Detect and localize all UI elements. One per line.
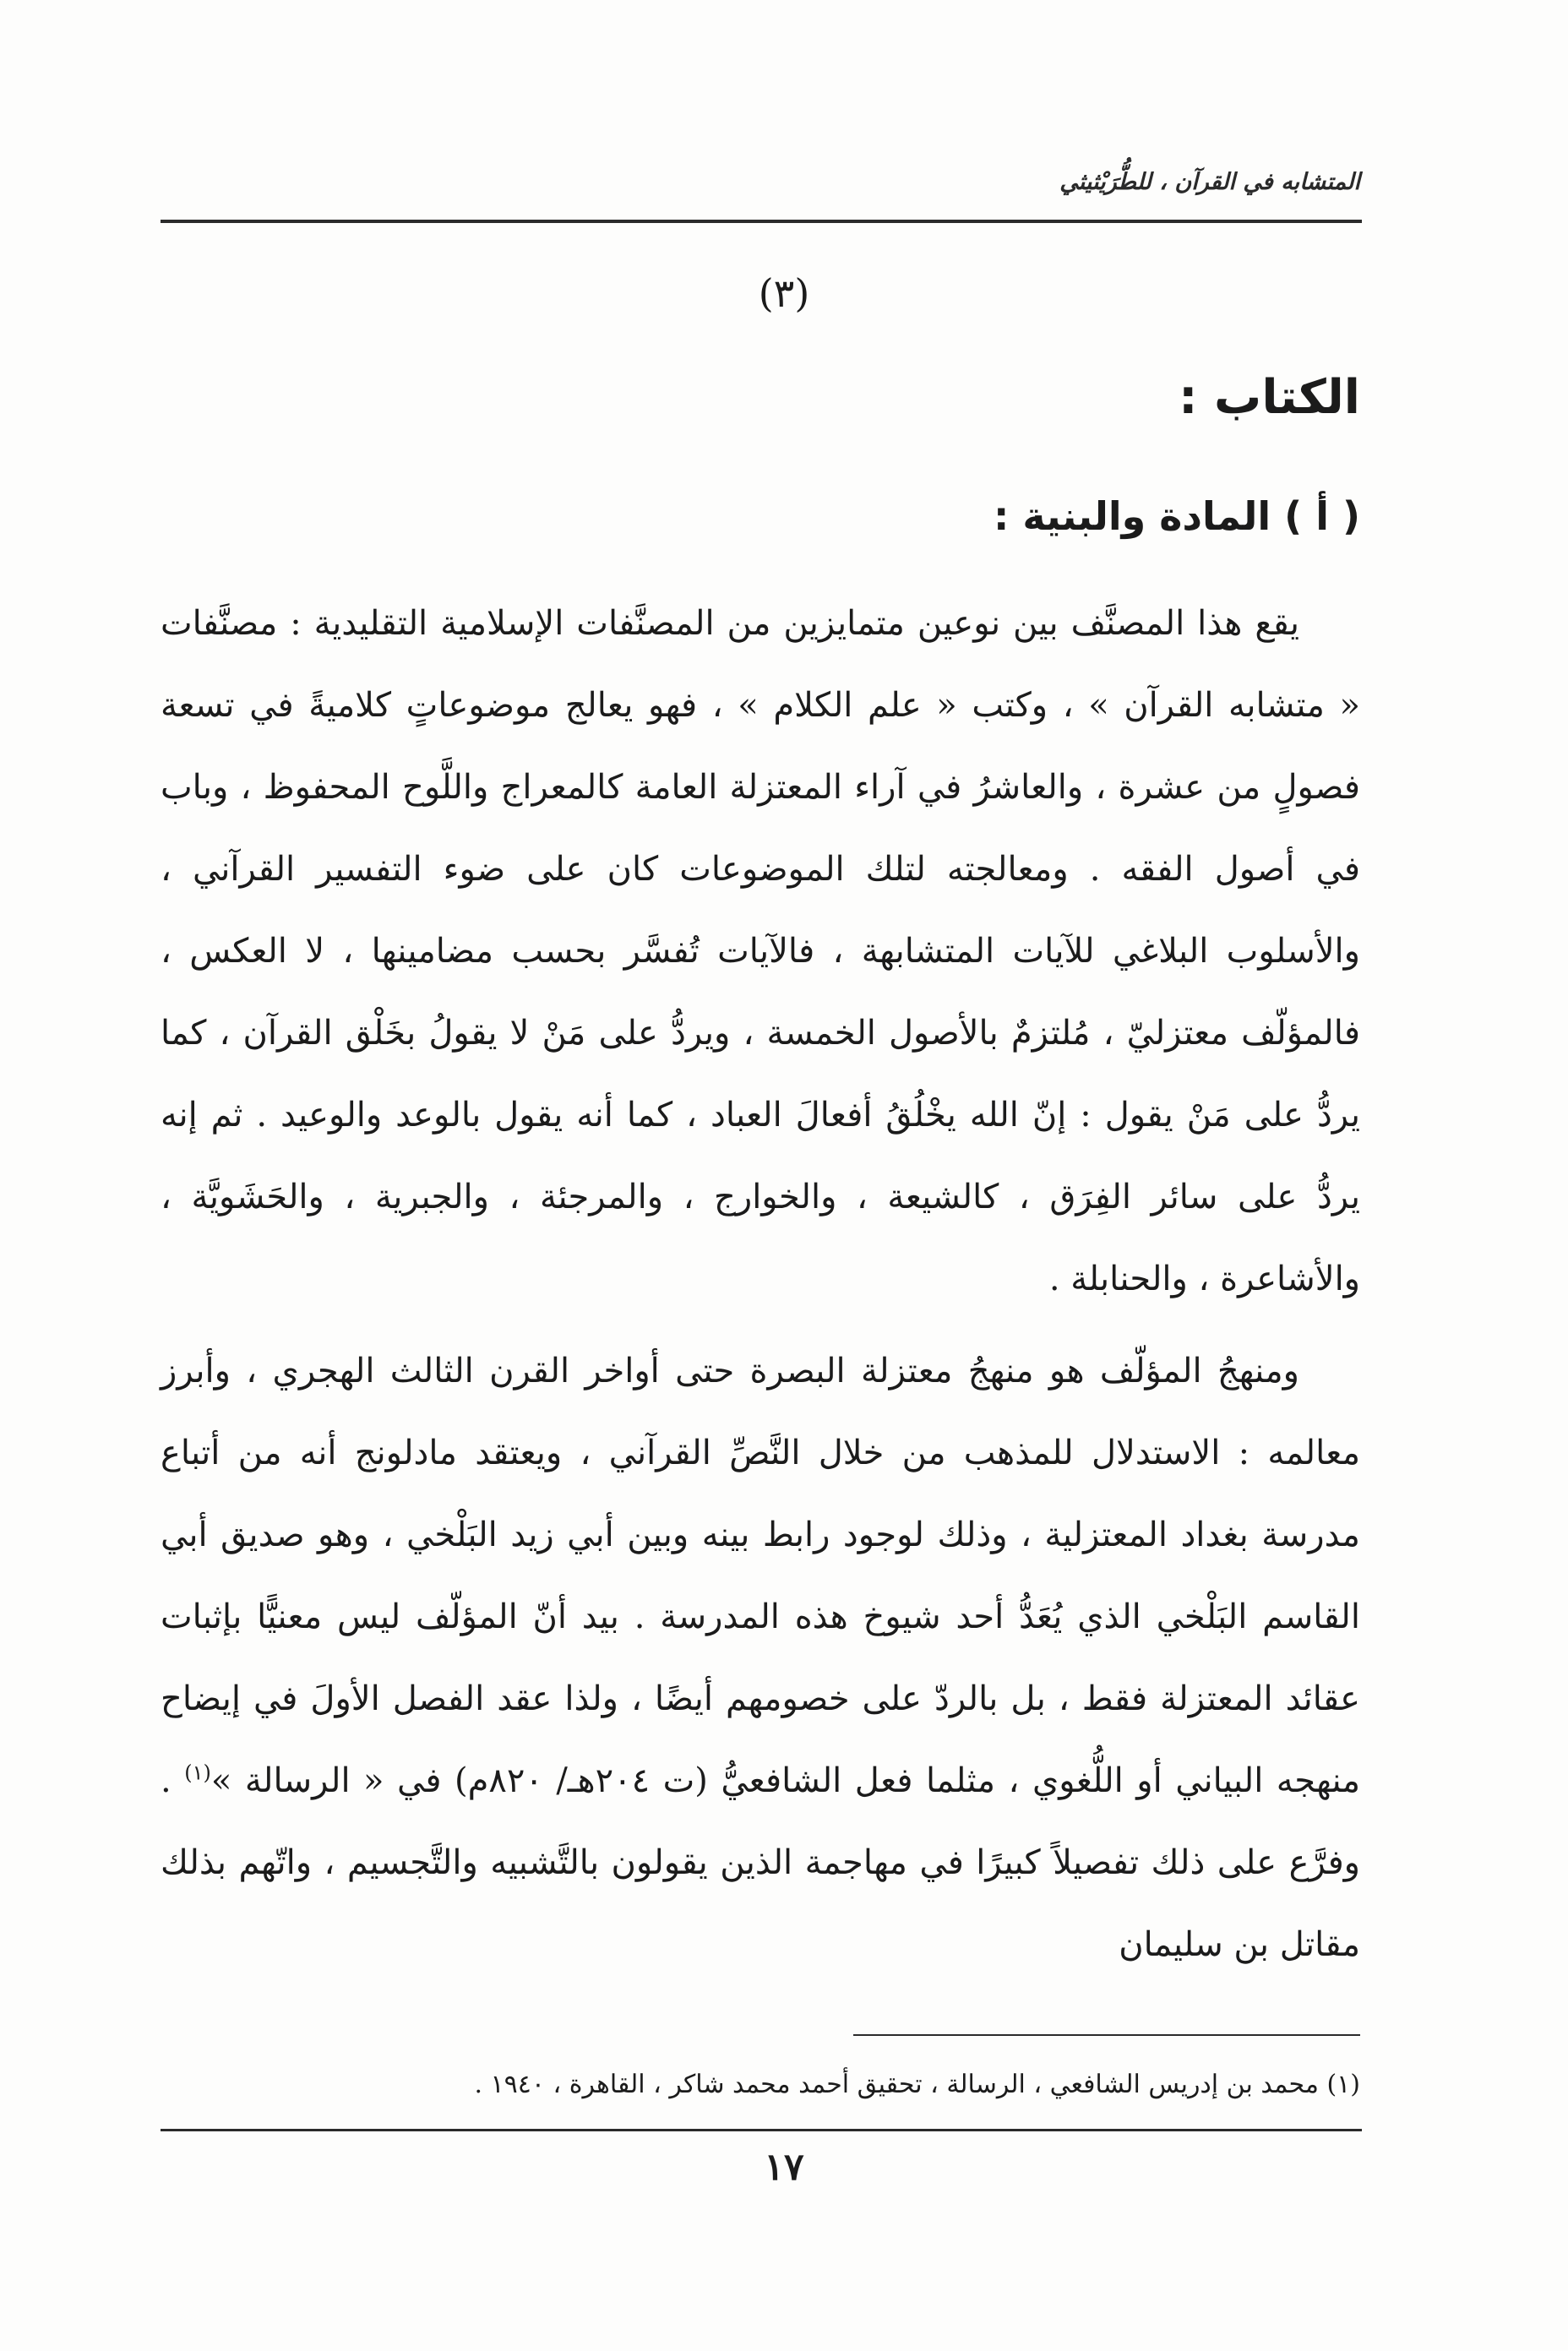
section-number: (٣) [758,270,810,316]
page-number: ١٧ [764,2146,804,2189]
footnote-reference[interactable]: (١) [184,1761,211,1785]
paragraph-1: يقع هذا المصنَّف بين نوعين متمايزين من المصنَّفات الإسلامية التقليدية : مصنَّفات « متشابه القرآن » ، وكتب « علم الكلام » ، فهو يعالج موضوعاتٍ كلاميةً في تسعة فصولٍ من عشرة ، والعاشرُ في آراء المعتزلة العامة كالمعراج واللَّوح المحفوظ ، وباب في أصول الفقه . ومعالجته لتلك الموضوعات كان على ضوء التفسير القرآني ، والأسلوب البلاغي للآيات المتشابهة ، فالآيات تُفسَّر بحسب مضامينها ، لا العكس ، فالمؤلّف معتزليّ ، مُلتزمٌ بالأصول الخمسة ، ويردُّ على مَنْ لا يقولُ بخَلْق القرآن ، كما يردُّ على مَنْ يقول : إنّ الله يخْلُقُ أفعالَ العباد ، كما أنه يقول بالوعد والوعيد . ثم إنه يردُّ على سائر الفِرَق ، كالشيعة ، والخوارج ، والمرجئة ، والجبرية ، والحَشَويَّة ، والأشاعرة ، والحنابلة . [161,604,1361,1298]
footnote: (١) محمد بن إدريس الشافعي ، الرسالة ، تحقيق أحمد محمد شاكر ، القاهرة ، ١٩٤٠ . [474,2070,1360,2099]
paragraph-2 [161,1331,1360,1986]
body-text [161,583,1360,1996]
header-divider [161,220,1362,223]
footer-divider [161,2129,1362,2131]
running-header: المتشابه في القرآن ، للطُّرَيْثيثي [1059,169,1360,195]
paragraph-2-text-b: . وفرَّع على ذلك تفصيلاً كبيرًا في مهاجمة الذين يقولون بالتَّشبيه والتَّجسيم ، واتّهم بذلك مقاتل بن سليمان [161,1761,1360,1964]
footnote-divider [853,2034,1360,2036]
heading-sub: ( أ ) المادة والبنية : [993,493,1360,539]
heading-main: الكتاب : [1179,370,1360,425]
paragraph-2-text-a: ومنهجُ المؤلّف هو منهجُ معتزلة البصرة حتى أواخر القرن الثالث الهجري ، وأبرز معالمه : الاستدلال للمذهب من خلال النَّصِّ القرآني ، ويعتقد مادلونج أنه من أتباع مدرسة بغداد المعتزلية ، وذلك لوجود رابط بينه وبين أبي زيد البَلْخي ، وهو صديق أبي القاسم البَلْخي الذي يُعَدُّ أحد شيوخ هذه المدرسة . بيد أنّ المؤلّف ليس معنيًّا بإثبات عقائد المعتزلة فقط ، بل بالردّ على خصومهم أيضًا ، ولذا عقد الفصل الأولَ في إيضاح منهجه البياني أو اللُّغوي ، مثلما فعل الشافعيُّ (ت ٢٠٤هـ/ ٨٢٠م) في « الرسالة » [161,1352,1361,1800]
